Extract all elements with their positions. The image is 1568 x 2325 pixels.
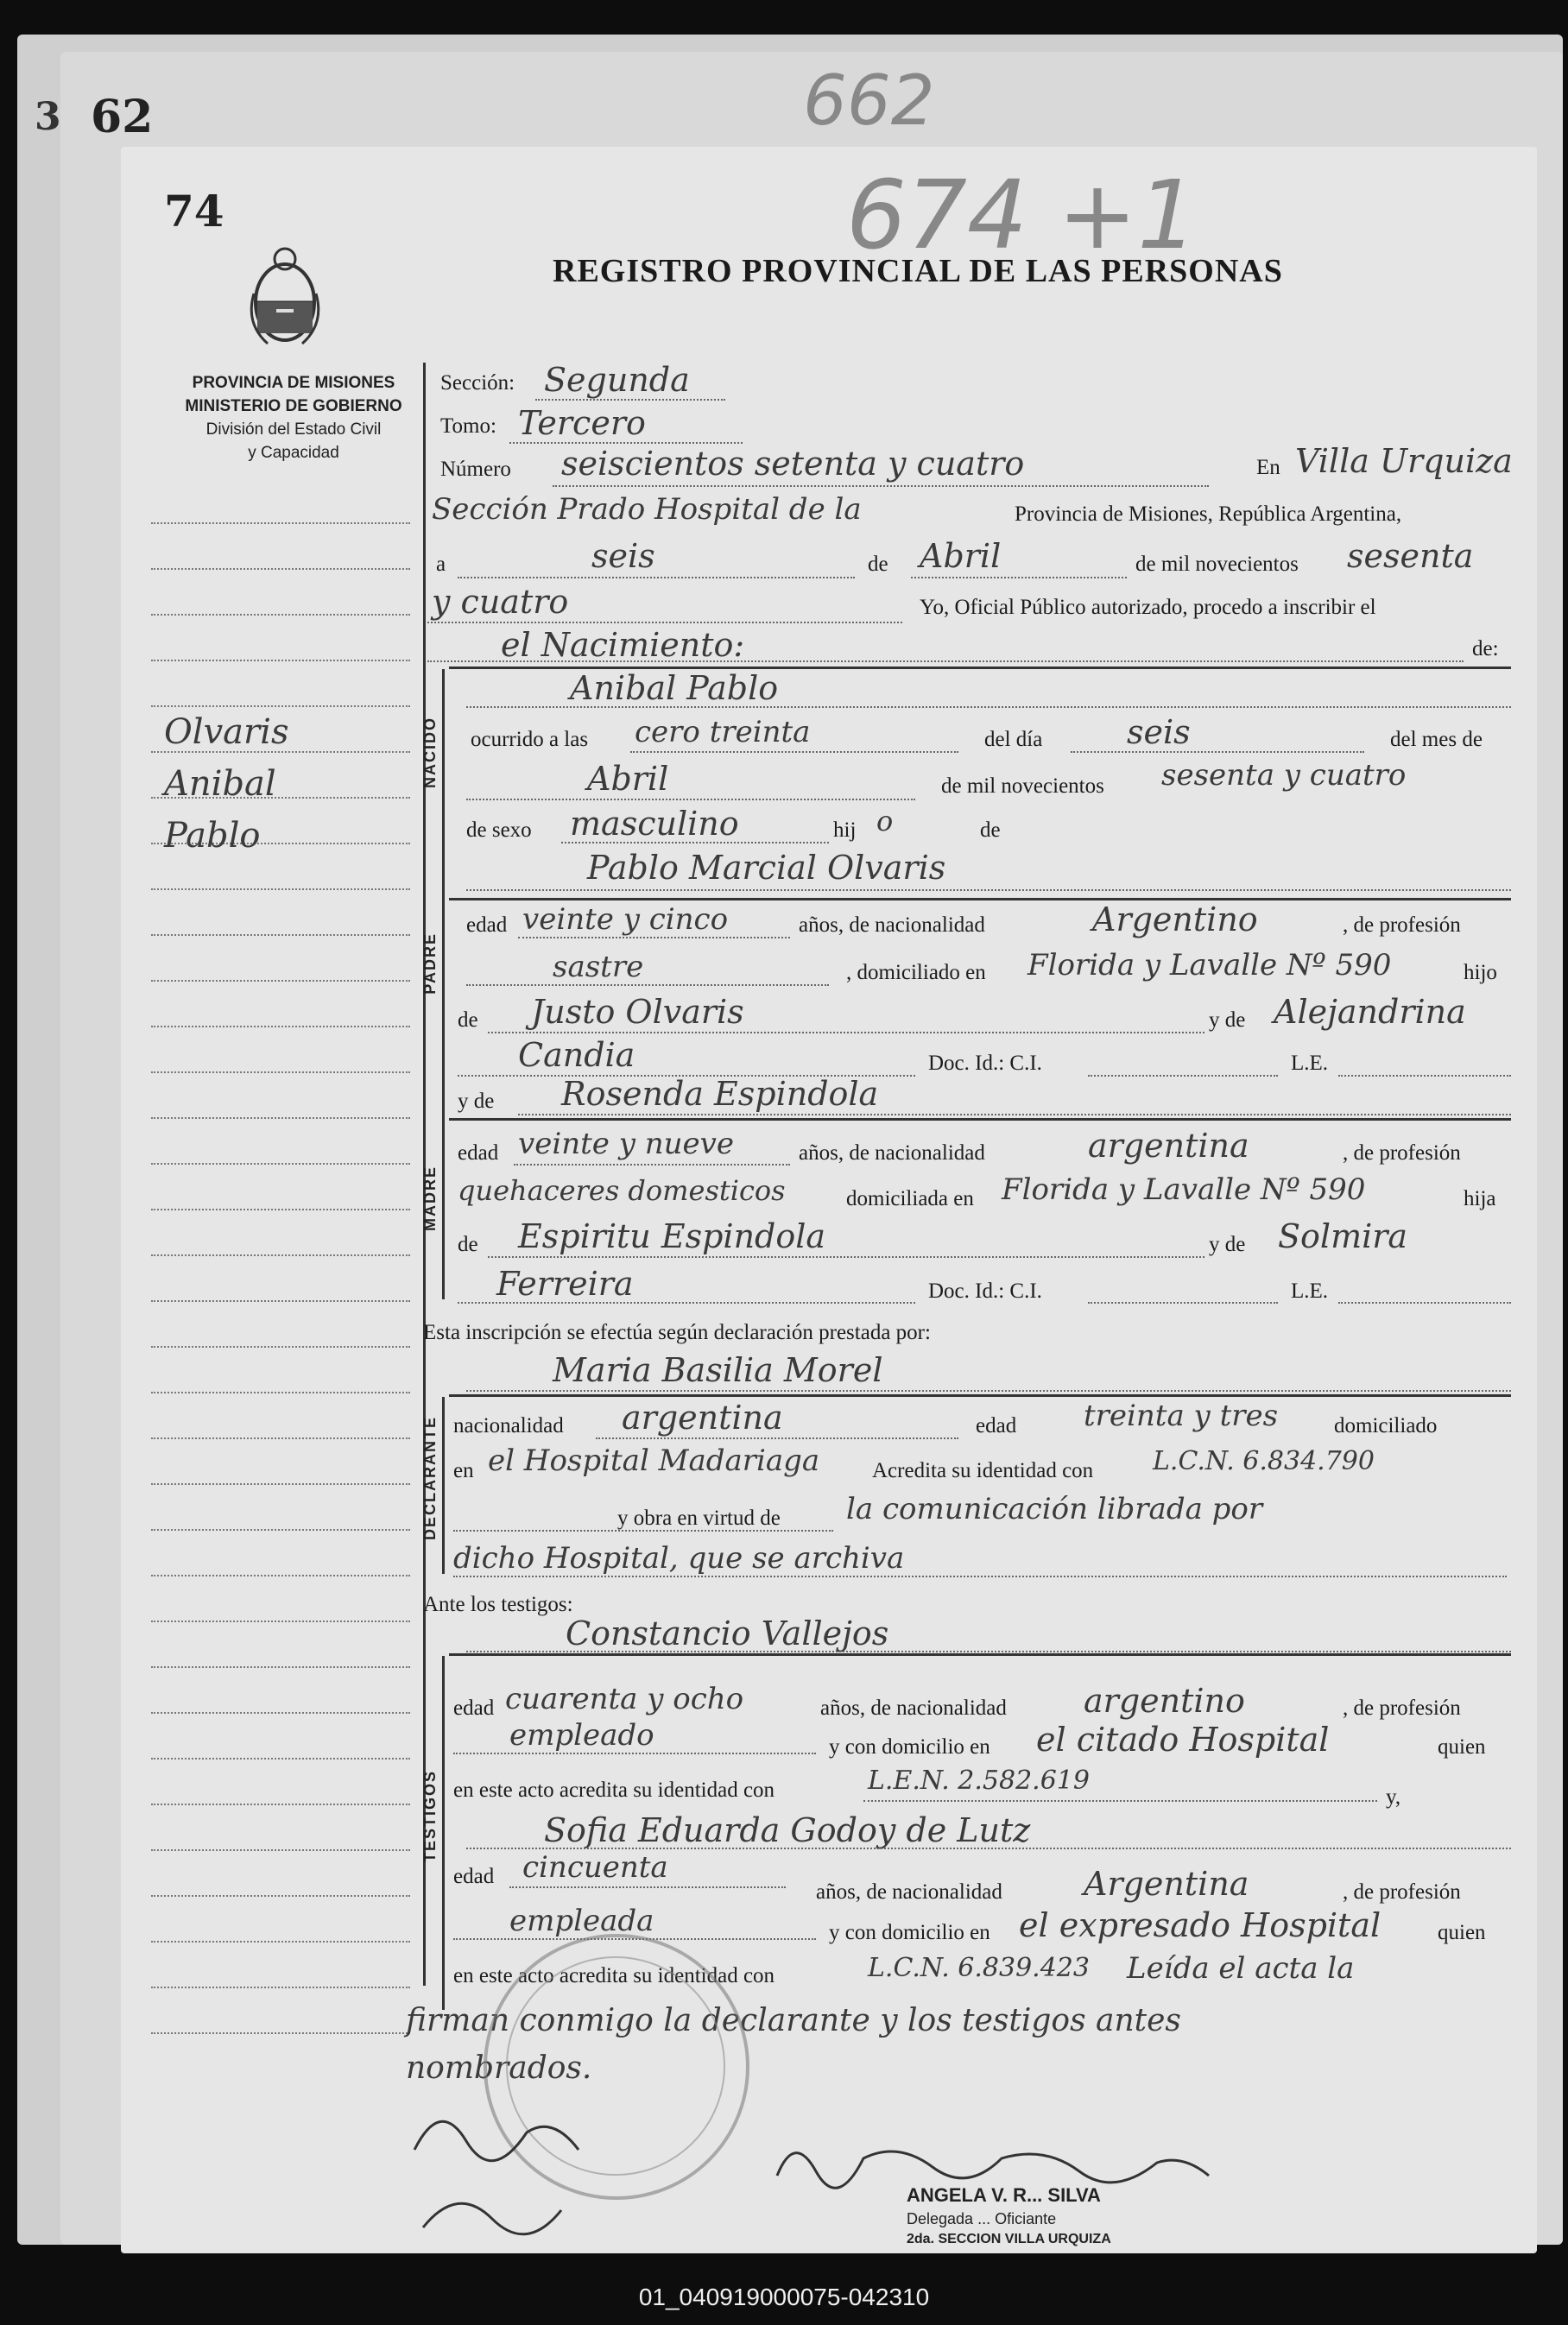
padre-yde-label: y de — [1209, 1008, 1246, 1032]
document-title: REGISTRO PROVINCIAL DE LAS PERSONAS — [553, 253, 1283, 289]
official-typed-office: 2da. SECCION VILLA URQUIZA — [907, 2232, 1111, 2246]
margin-rule — [151, 614, 410, 616]
declarante-doc: L.C.N. 6.834.790 — [1153, 1446, 1375, 1476]
testigo1-nacionalidad: argentino — [1084, 1682, 1245, 1720]
padre-edad-label: edad — [466, 913, 508, 937]
sexo-dots — [561, 842, 829, 843]
section-padre: PADRE — [421, 932, 439, 995]
place-line: Sección Prado Hospital de la — [432, 492, 862, 527]
testigo1-quien-label: quien — [1438, 1735, 1486, 1759]
en-value: Villa Urquiza — [1295, 442, 1513, 480]
testigo2-name-dots — [466, 1848, 1511, 1849]
padre-dom-label: , domiciliado en — [846, 961, 986, 984]
official-typed-name: ANGELA V. R... SILVA — [907, 2184, 1101, 2206]
sexo-label: de sexo — [466, 818, 532, 842]
margin-rule — [151, 705, 410, 707]
left-edge-number: 3 — [35, 95, 61, 139]
day-value: seis — [591, 537, 655, 575]
padre-le-dots — [1338, 1075, 1511, 1077]
madre-profesion: quehaceres domesticos — [458, 1174, 786, 1207]
margin-rule — [151, 1529, 410, 1531]
padre-doc-dots — [1088, 1075, 1278, 1077]
en-label: En — [1256, 456, 1280, 479]
mil-text: de mil novecientos — [1135, 553, 1299, 576]
declarante-domicilio: el Hospital Madariaga — [488, 1444, 820, 1478]
margin-rule — [151, 1712, 410, 1714]
year-cont-dots — [427, 622, 902, 623]
margin-rule — [151, 1300, 410, 1302]
testigo1-nac-label: años, de nacionalidad — [820, 1696, 1007, 1720]
day-dots — [458, 577, 855, 578]
padre-domicilio: Florida y Lavalle Nº 590 — [1027, 948, 1392, 982]
padre-father: Justo Olvaris — [531, 993, 744, 1031]
margin-rule — [151, 1987, 410, 1988]
margin-rule — [151, 1895, 410, 1897]
front-pencil-number: 674 +1 — [846, 160, 1198, 270]
sexo-value: masculino — [570, 805, 739, 843]
madre-name-dots — [518, 1114, 1511, 1115]
padre-profesion: sastre — [553, 950, 644, 984]
margin-rule — [151, 1209, 410, 1210]
testigo2-nac-label: años, de nacionalidad — [816, 1880, 1002, 1904]
madre-mother-cont: Ferreira — [496, 1265, 634, 1303]
madre-edad-label: edad — [458, 1141, 499, 1165]
margin-rule — [151, 1575, 410, 1576]
margin-rule — [151, 1117, 410, 1119]
padre-edad-dots — [518, 937, 790, 938]
margin-rule — [151, 1392, 410, 1393]
madre-le-label: L.E. — [1291, 1279, 1329, 1303]
margin-rule — [151, 1163, 410, 1165]
seccion-dots — [535, 399, 725, 401]
declarante-name-dots — [466, 1390, 1511, 1392]
madre-mother-cont-dots — [458, 1302, 915, 1304]
margin-surname: Olvaris — [164, 712, 289, 752]
madre-doc-dots — [1088, 1302, 1278, 1304]
tomo-label: Tomo: — [440, 414, 496, 438]
testigo1-edad: cuarenta y ocho — [505, 1682, 744, 1716]
testigo1-doc: L.E.N. 2.582.619 — [868, 1766, 1090, 1796]
testigo1-prof-dots — [453, 1753, 816, 1754]
rule-declarante-top — [449, 1394, 1511, 1397]
madre-name: Rosenda Espindola — [561, 1075, 879, 1113]
declarante-nac-dots — [596, 1437, 958, 1439]
declarante-acred-label: Acredita su identidad con — [872, 1459, 1094, 1482]
margin-rule — [151, 522, 410, 524]
padre-full-name: Pablo Marcial Olvaris — [587, 849, 946, 887]
de-label: de — [868, 553, 888, 576]
month-dots — [911, 577, 1127, 578]
hijo-label: hij — [833, 818, 857, 842]
agency-block — [155, 371, 432, 464]
nacido-bar — [442, 669, 445, 898]
madre-edad: veinte y nueve — [518, 1127, 734, 1161]
margin-rule — [151, 1346, 410, 1348]
closing-line1: Leída el acta la — [1127, 1951, 1355, 1986]
hijo-suffix: o — [876, 805, 894, 837]
nacido-name: Anibal Pablo — [570, 669, 779, 707]
testigo1-edad-label: edad — [453, 1696, 495, 1720]
hora-dots — [630, 751, 958, 753]
padre-name-dots — [466, 889, 1511, 891]
testigo2-edad: cincuenta — [522, 1850, 668, 1885]
seccion-value: Segunda — [544, 361, 690, 399]
rule-madre-top — [449, 1118, 1511, 1121]
margin-rule — [151, 888, 410, 890]
testigo2-name: Sofia Eduarda Godoy de Lutz — [544, 1811, 1031, 1849]
year-word: sesenta — [1347, 537, 1474, 575]
margin-rule — [151, 1026, 410, 1027]
madre-father-dots — [488, 1256, 1204, 1258]
madre-bar — [442, 1088, 445, 1299]
margin-rule — [151, 1621, 410, 1622]
margin-rule — [151, 2032, 410, 2034]
padre-nacionalidad: Argentino — [1092, 900, 1258, 938]
agency-province: PROVINCIA DE MISIONES — [192, 374, 395, 392]
section-nacido: NACIDO — [421, 717, 439, 788]
padre-bar — [442, 898, 445, 1096]
month-value: Abril — [920, 537, 1002, 575]
padre-edad: veinte y cinco — [522, 902, 729, 937]
tomo-value: Tercero — [518, 404, 646, 442]
dia-value: seis — [1127, 713, 1191, 751]
margin-rule — [151, 1849, 410, 1851]
padre-hijo-label: hijo — [1464, 961, 1497, 984]
madre-nac-label: años, de nacionalidad — [799, 1141, 985, 1165]
margin-rule — [151, 1071, 410, 1073]
margin-rule — [151, 1483, 410, 1485]
year-continued: y cuatro — [432, 583, 569, 621]
padre-doc-label: Doc. Id.: C.I. — [928, 1052, 1042, 1075]
testigo-y-label: y, — [1386, 1785, 1401, 1809]
testigo2-profesion: empleada — [509, 1904, 654, 1938]
margin-rule — [151, 1254, 410, 1256]
numero-dots — [553, 485, 1209, 487]
ocurrido-label: ocurrido a las — [471, 728, 589, 751]
signature-witness — [406, 2081, 622, 2253]
agency-division: División del Estado Civil — [205, 420, 382, 439]
declarante-bar — [442, 1397, 445, 1574]
padre-de-label: de — [458, 1008, 478, 1032]
section-declarante: DECLARANTE — [421, 1416, 439, 1540]
testigo2-edad-dots — [509, 1886, 786, 1888]
tomo-dots — [509, 442, 743, 444]
margin-rule — [151, 1666, 410, 1668]
testigo1-doc-dots — [863, 1800, 1377, 1802]
testigo1-name-dots — [466, 1651, 1511, 1652]
nacido-de-label: de — [980, 818, 1001, 842]
national-crest-icon — [242, 242, 328, 354]
hora-value: cero treinta — [635, 715, 811, 749]
testigo2-nacionalidad: Argentina — [1084, 1865, 1249, 1903]
seccion-label: Sección: — [440, 371, 515, 395]
nacido-name-dots — [466, 706, 1511, 708]
provincia-text: Provincia de Misiones, República Argentina, — [1015, 502, 1402, 526]
agency-capacity: y Capacidad — [248, 444, 339, 462]
margin-second-name: Pablo — [164, 816, 261, 856]
madre-domicilio: Florida y Lavalle Nº 590 — [1002, 1172, 1366, 1207]
mes-value: Abril — [587, 760, 669, 798]
testigo2-domicilio: el expresado Hospital — [1019, 1906, 1381, 1944]
padre-father-dots — [488, 1032, 1204, 1033]
madre-dom-label: domiciliada en — [846, 1187, 974, 1210]
declarante-obra: la comunicación librada por — [846, 1492, 1263, 1526]
de-colon-label: de: — [1472, 637, 1499, 660]
mes-label: del mes de — [1390, 728, 1483, 751]
dia-label: del día — [984, 728, 1043, 751]
madre-father: Espiritu Espindola — [518, 1217, 826, 1255]
testigo2-quien-label: quien — [1438, 1921, 1486, 1944]
declarante-nacionalidad: argentina — [622, 1399, 783, 1437]
rule-padre-top — [449, 898, 1511, 900]
testigo1-profesion: empleado — [509, 1718, 654, 1753]
section-madre: MADRE — [421, 1166, 439, 1231]
declarante-en-label: en — [453, 1459, 474, 1482]
testigos-bar — [442, 1656, 445, 2010]
madre-yde-label: y de — [458, 1090, 495, 1113]
closing-line3: nombrados. — [406, 2050, 592, 2086]
testigos-intro: Ante los testigos: — [423, 1593, 573, 1616]
madre-de-label: de — [458, 1233, 478, 1256]
declarante-nac-label: nacionalidad — [453, 1414, 564, 1437]
madre-prof-label: , de profesión — [1343, 1141, 1461, 1165]
margin-rule — [151, 660, 410, 661]
margin-rule — [151, 1941, 410, 1943]
declarante-obra-cont: dicho Hospital, que se archiva — [453, 1541, 905, 1576]
margin-rule — [151, 934, 410, 936]
margin-first-name: Anibal — [164, 764, 276, 804]
testigo2-edad-label: edad — [453, 1865, 495, 1888]
back-pencil-number: 662 — [803, 60, 935, 141]
margin-rule — [151, 1804, 410, 1805]
oficial-text: Yo, Oficial Público autorizado, procedo a inscribir el — [920, 596, 1376, 619]
margin-rule — [151, 1437, 410, 1439]
act-type-dots — [427, 660, 1464, 662]
official-typed-role: Delegada ... Oficiante — [907, 2210, 1057, 2227]
agency-ministry: MINISTERIO DE GOBIERNO — [185, 397, 402, 415]
padre-mother: Alejandrina — [1274, 993, 1466, 1031]
margin-rule — [151, 1758, 410, 1760]
testigo2-acred-label: en este acto acredita su identidad con — [453, 1964, 775, 1987]
testigo2-doc: L.C.N. 6.839.423 — [868, 1953, 1090, 1983]
testigo2-dom-label: y con domicilio en — [829, 1921, 990, 1944]
back-page-number: 62 — [91, 91, 154, 143]
section-testigos: TESTIGOS — [421, 1770, 439, 1863]
declarante-name: Maria Basilia Morel — [553, 1351, 883, 1389]
numero-value: seiscientos setenta y cuatro — [561, 445, 1025, 483]
testigo1-prof-label: , de profesión — [1343, 1696, 1461, 1720]
madre-doc-label: Doc. Id.: C.I. — [928, 1279, 1042, 1303]
dia-dots — [1071, 751, 1364, 753]
madre-edad-dots — [514, 1164, 790, 1166]
act-type: el Nacimiento: — [501, 626, 745, 664]
declaracion-intro: Esta inscripción se efectúa según declaración prestada por: — [423, 1321, 931, 1344]
front-page-number: 74 — [164, 186, 224, 237]
declarante-edad-label: edad — [976, 1414, 1017, 1437]
madre-le-dots — [1338, 1302, 1511, 1304]
testigo1-domicilio: el citado Hospital — [1036, 1721, 1330, 1759]
madre-nacionalidad: argentina — [1088, 1127, 1249, 1165]
declarante-obra-cont-dots — [453, 1576, 1507, 1577]
padre-le-label: L.E. — [1291, 1052, 1329, 1075]
declarante-obra-label: y obra en virtud de — [617, 1507, 781, 1530]
margin-rule — [151, 980, 410, 982]
madre-mother: Solmira — [1278, 1217, 1408, 1255]
padre-mother-cont: Candia — [518, 1036, 635, 1074]
numero-label: Número — [440, 458, 511, 481]
anio-value: sesenta y cuatro — [1161, 758, 1407, 793]
margin-rule — [151, 568, 410, 570]
a-label: a — [436, 553, 446, 576]
madre-yde2-label: y de — [1209, 1233, 1246, 1256]
anio-label: de mil novecientos — [941, 774, 1104, 798]
padre-nac-label: años, de nacionalidad — [799, 913, 985, 937]
madre-hija-label: hija — [1464, 1187, 1496, 1210]
mes-dots — [466, 799, 915, 800]
declarante-dom-label: domiciliado — [1334, 1414, 1438, 1437]
padre-prof-label: , de profesión — [1343, 913, 1461, 937]
padre-prof-dots — [466, 984, 829, 986]
declarante-edad: treinta y tres — [1084, 1399, 1279, 1433]
closing-line2: firman conmigo la declarante y los testigos antes — [406, 2003, 1181, 2038]
testigo1-dom-label: y con domicilio en — [829, 1735, 990, 1759]
rule-testigos-top — [449, 1653, 1511, 1656]
testigo1-acred-label: en este acto acredita su identidad con — [453, 1778, 775, 1802]
testigo2-prof-label: , de profesión — [1343, 1880, 1461, 1904]
testigo1-name: Constancio Vallejos — [566, 1614, 889, 1652]
scan-identifier: 01_040919000075-042310 — [638, 2284, 930, 2310]
